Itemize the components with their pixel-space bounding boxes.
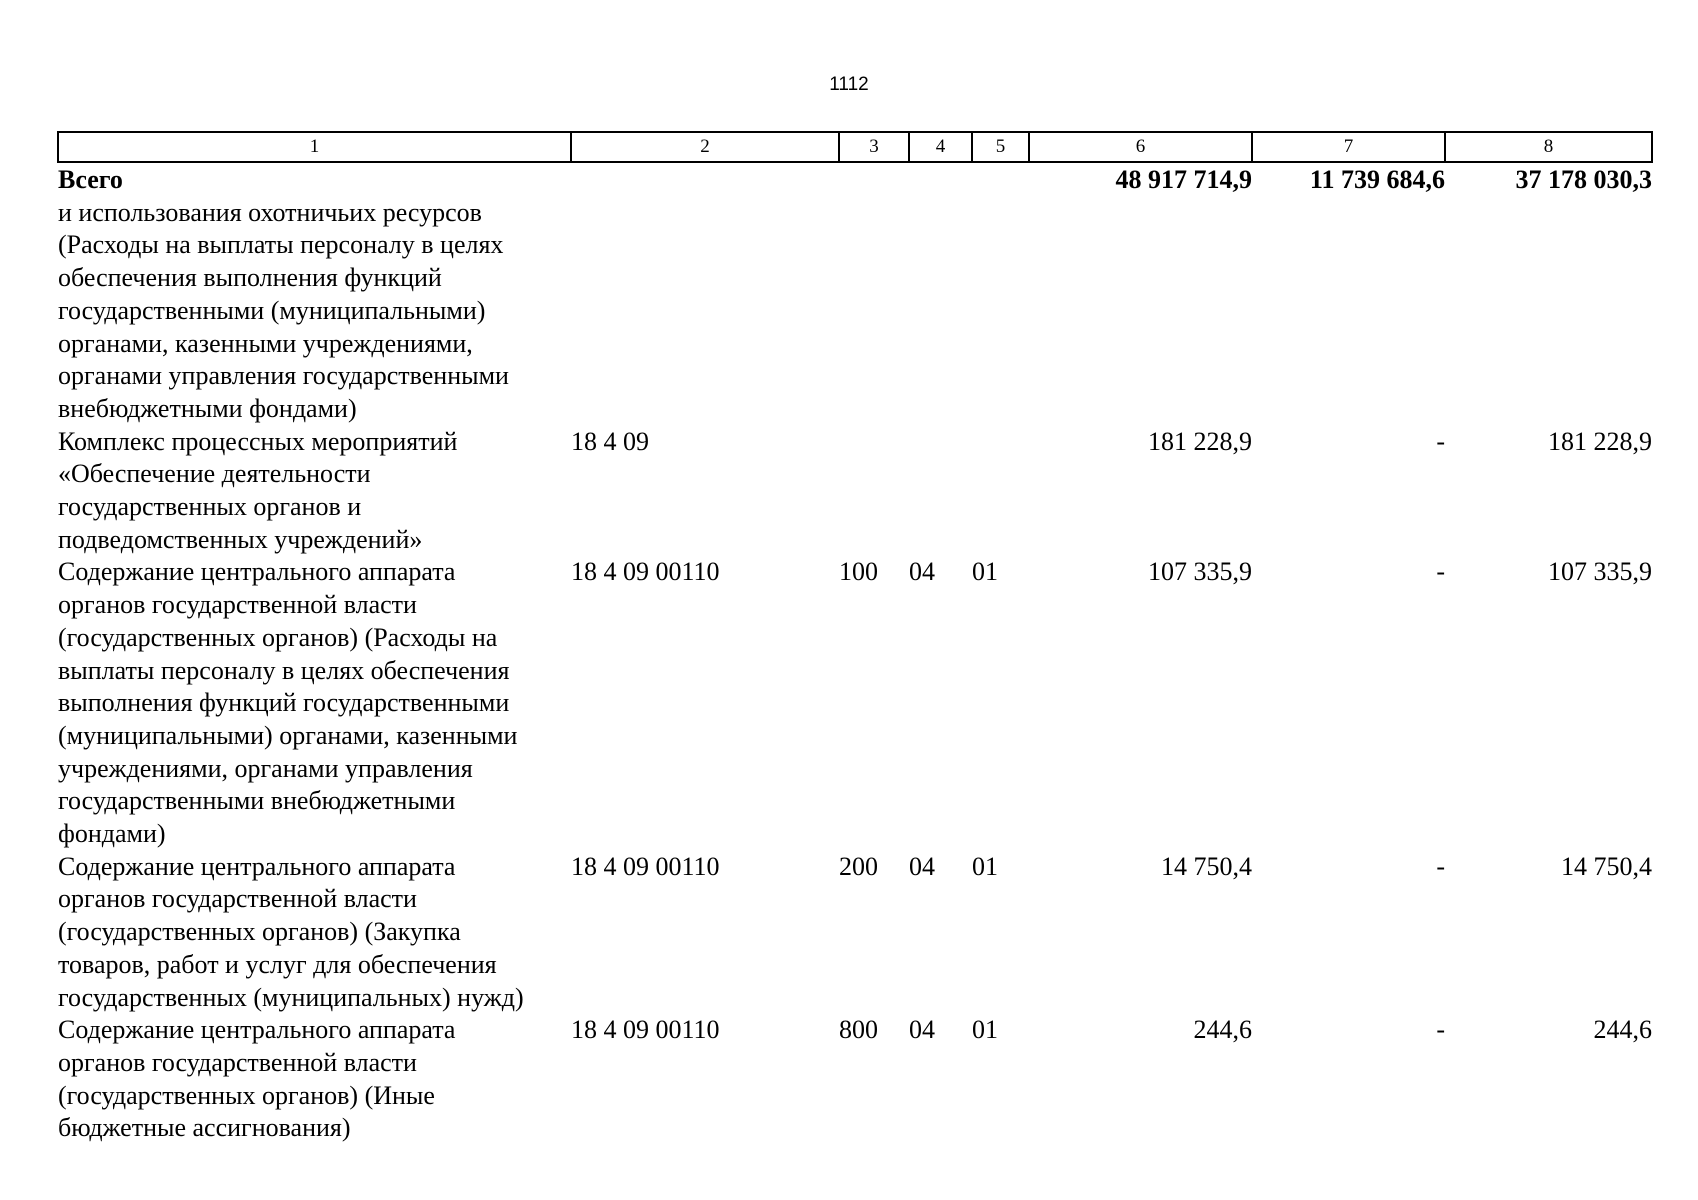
column-header-2: 2 [571, 132, 839, 162]
table-row [58, 851, 1652, 1015]
total-label: Всего [58, 165, 123, 194]
row-description [58, 426, 571, 557]
description-line: Комплекс процессных мероприятий [58, 426, 458, 456]
row-section [909, 197, 972, 426]
total-rz-cell [909, 162, 972, 197]
column-header-4: 4 [909, 132, 972, 162]
row-subsection: 01 [972, 1015, 998, 1045]
description-line: Содержание центрального аппарата [58, 1015, 456, 1045]
description-line: органов государственной власти [58, 1047, 417, 1077]
description-line: Содержание центрального аппарата [58, 557, 456, 587]
page-number: 1112 [829, 74, 869, 95]
description-line: бюджетные ассигнования) [58, 1113, 351, 1143]
row-amount-col6: 14 750,4 [1161, 851, 1252, 881]
description-line: внебюджетными фондами) [58, 393, 357, 423]
description-line: государственными (муниципальными) [58, 295, 486, 325]
row-target-code: 18 4 09 00110 [571, 851, 720, 881]
total-pr-cell [972, 162, 1029, 197]
description-line: государственных (муниципальных) нужд) [58, 982, 524, 1012]
description-line: (муниципальными) органами, казенными [58, 720, 518, 750]
column-number-header-row [58, 132, 1652, 162]
total-code-cell [571, 162, 839, 197]
row-description [58, 556, 571, 850]
row-target-code: 18 4 09 [571, 426, 649, 456]
table-row [58, 197, 1652, 426]
description-line: государственными внебюджетными [58, 786, 456, 816]
row-amount-col7: - [1436, 426, 1445, 456]
row-expense-type: 800 [839, 1015, 878, 1045]
row-subsection [972, 426, 1029, 557]
table-row [58, 556, 1652, 850]
row-amount-col7: - [1436, 1015, 1445, 1045]
description-line: (государственных органов) (Закупка [58, 917, 461, 947]
column-header-1: 1 [58, 132, 571, 162]
description-line: государственных органов и [58, 492, 362, 522]
row-description [58, 851, 571, 1015]
row-expense-type: 200 [839, 851, 878, 881]
row-target-code: 18 4 09 00110 [571, 557, 720, 587]
row-section [909, 426, 972, 557]
description-line: (государственных органов) (Иные [58, 1080, 435, 1110]
row-amount-col6: 244,6 [1193, 1015, 1252, 1045]
description-line: Содержание центрального аппарата [58, 851, 456, 881]
description-line: и использования охотничьих ресурсов [58, 197, 482, 227]
row-amount-col7: - [1436, 851, 1445, 881]
row-section: 04 [909, 851, 935, 881]
row-description [58, 1014, 571, 1145]
total-vr-cell [839, 162, 909, 197]
table-row [58, 1014, 1652, 1145]
row-target-code: 18 4 09 00110 [571, 1015, 720, 1045]
description-line: фондами) [58, 819, 166, 849]
column-header-5: 5 [972, 132, 1029, 162]
description-line: выполнения функций государственными [58, 688, 510, 718]
description-line: товаров, работ и услуг для обеспечения [58, 949, 497, 979]
row-amount-col7 [1252, 197, 1445, 426]
column-header-8: 8 [1445, 132, 1652, 162]
row-subsection [972, 197, 1029, 426]
table-row [58, 426, 1652, 557]
row-amount-col7: - [1436, 557, 1445, 587]
description-line: органами управления государственными [58, 361, 509, 391]
description-line: (Расходы на выплаты персоналу в целях [58, 230, 504, 260]
budget-table [57, 131, 1653, 1145]
column-header-6: 6 [1029, 132, 1252, 162]
description-line: органами, казенными учреждениями, [58, 328, 473, 358]
row-amount-col6: 107 335,9 [1148, 557, 1252, 587]
row-description [58, 197, 571, 426]
total-amount-col7: 11 739 684,6 [1309, 165, 1445, 194]
row-section: 04 [909, 557, 935, 587]
description-line: подведомственных учреждений» [58, 524, 423, 554]
total-amount-col6: 48 917 714,9 [1115, 165, 1252, 194]
description-line: (государственных органов) (Расходы на [58, 622, 498, 652]
row-subsection: 01 [972, 557, 998, 587]
description-line: органов государственной власти [58, 884, 417, 914]
row-section: 04 [909, 1015, 935, 1045]
row-amount-col6: 181 228,9 [1148, 426, 1252, 456]
column-header-3: 3 [839, 132, 909, 162]
row-expense-type [839, 426, 909, 557]
row-amount-col8: 14 750,4 [1561, 851, 1652, 881]
row-subsection: 01 [972, 851, 998, 881]
column-header-7: 7 [1252, 132, 1445, 162]
row-amount-col8 [1445, 197, 1652, 426]
description-line: выплаты персоналу в целях обеспечения [58, 655, 510, 685]
description-line: обеспечения выполнения функций [58, 263, 442, 293]
total-amount-col8: 37 178 030,3 [1515, 165, 1652, 194]
description-line: «Обеспечение деятельности [58, 459, 371, 489]
row-amount-col8: 181 228,9 [1548, 426, 1652, 456]
description-line: органов государственной власти [58, 590, 417, 620]
row-expense-type [839, 197, 909, 426]
row-amount-col8: 244,6 [1593, 1015, 1652, 1045]
description-line: учреждениями, органами управления [58, 753, 473, 783]
row-amount-col8: 107 335,9 [1548, 557, 1652, 587]
row-target-code [571, 197, 839, 426]
row-amount-col6 [1029, 197, 1252, 426]
total-row [58, 162, 1652, 197]
row-expense-type: 100 [839, 557, 878, 587]
